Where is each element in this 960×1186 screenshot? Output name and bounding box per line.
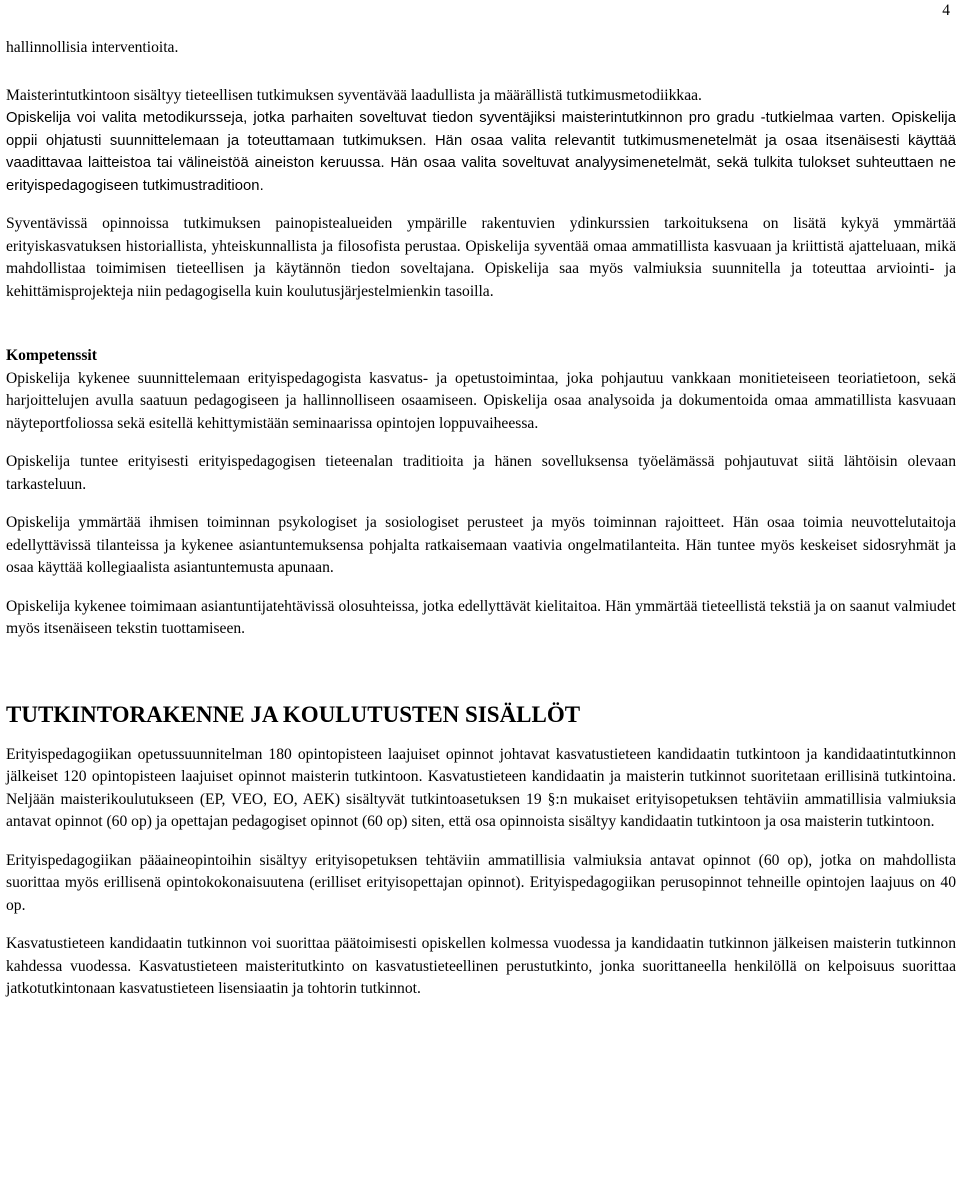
- competences-heading: Kompetenssit: [6, 347, 97, 364]
- competences-paragraph-2: Opiskelija tuntee erityisesti erityispedagogisen tieteenalan traditioita ja hänen sovelluksensa työelämässä pohjautuvat siitä lähtöisin olevaan tarkasteluun.: [6, 453, 956, 493]
- structure-paragraph-3: Kasvatustieteen kandidaatin tutkinnon voi suorittaa päätoimisesti opiskellen kolmessa vuodessa ja kandidaatin tutkinnon jälkeisen maisterin tutkinnon kahdessa vuodessa. Kasvatustieteen maisteritutkinto on kasvatustieteellinen perustutkinto, jonka suorittaneella henkilöllä on kelpoisuus suorittaa jatkotutkintonaan kasvatustieteen lisensiaatin ja tohtorin tutkinnot.: [6, 935, 956, 997]
- competences-paragraph-4: Opiskelija kykenee toimimaan asiantuntijatehtävissä olosuhteissa, jotka edellyttävät kielitaitoa. Hän ymmärtää tieteellistä tekstiä ja on saanut valmiudet myös itsenäiseen tekstin tuottamiseen.: [6, 597, 956, 637]
- methods-paragraph-1: Maisterintutkintoon sisältyy tieteellisen tutkimuksen syventävää laadullista ja määrällistä tutkimusmetodiikkaa.: [6, 86, 702, 104]
- methods-paragraph-2: Opiskelija voi valita metodikursseja, jotka parhaiten soveltuvat tiedon syventäjiksi maisterintutkinnon pro gradu -tutkielmaa varten. Opiskelija oppii ohjatusti suunnittelemaan ja toteuttamaan tutkimuksen. Hän osaa valita relevantit tutkimusmenetelmät ja osaa itsenäisesti käyttää vaadittavaa laitteistoa tai välineistöä aineiston keruussa. Hän osaa valita soveltuvat analyysimenetelmät, sekä tulkita tulokset suhteuttaen ne erityispedagogiseen tutkimustraditioon.: [6, 110, 956, 194]
- competences-paragraph-3: Opiskelija ymmärtää ihmisen toiminnan psykologiset ja sosiologiset perusteet ja myös toiminnan rajoitteet. Hän osaa toimia neuvottelutaitoja edellyttävissä tilanteissa ja kykenee asiantuntemuksensa pohjalta ratkaisemaan vaativia ongelmatilanteita. Hän tuntee myös keskeiset sidosryhmät ja osaa käyttää kollegiaalista asiantuntemusta apunaan.: [6, 514, 956, 576]
- competences-paragraph-1: Opiskelija kykenee suunnittelemaan erityispedagogista kasvatus- ja opetustoimintaa, joka pohjautuu vankkaan monitieteiseen teoriatietoon, sekä harjoittelujen avulla saatuun pedagogiseen ja hallinnolliseen osaamiseen. Opiskelija osaa analysoida ja dokumentoida omaa ammatillista kasvuaan näyteportfoliossa sekä esitellä kehittymistään seminaarissa opintojen loppuvaiheessa.: [6, 369, 956, 432]
- structure-paragraph-2: Erityispedagogiikan pääaineopintoihin sisältyy erityisopetuksen tehtäviin ammatillisia valmiuksia antavat opinnot (60 op), jotka on mahdollista suorittaa myös erillisenä opintokokonaisuutena (erilliset erityisopettajan opinnot). Erityispedagogiikan perusopinnot tehneille opintojen laajuus on 40 op.: [6, 851, 956, 914]
- page-number: 4: [942, 2, 950, 19]
- spacer: [6, 657, 956, 701]
- intro-line: hallinnollisia interventioita.: [6, 39, 179, 56]
- structure-paragraph-1: Erityispedagogiikan opetussuunnitelman 180 opintopisteen laajuiset opinnot johtavat kasvatustieteen kandidaatin tutkintoon ja kandidaatintutkinnon jälkeiset 120 opintopisteen laajuiset opinnot maisterin tutkintoon. Kasvatustieteen kandidaatin ja maisterin tutkinnot suoritetaan erillisinä tutkintoina. Neljään maisterikoulutukseen (EP, VEO, EO, AEK) sisältyvät tutkintoasetuksen 19 §:n mukaiset erityisopetuksen tehtäviin ammatillisia valmiuksia antavat opinnot (60 op) ja opettajan pedagogiset opinnot (60 op) siten, että osa opinnoista sisältyy kandidaatin tutkintoon ja osa maisterin tutkintoon.: [6, 745, 956, 830]
- structure-heading: TUTKINTORAKENNE JA KOULUTUSTEN SISÄLLÖT: [6, 701, 581, 727]
- advanced-studies-paragraph: Syventävissä opinnoissa tutkimuksen painopistealueiden ympärille rakentuvien ydinkurssien tarkoituksena on lisätä kykyä ymmärtää erityiskasvatuksen historiallista, yhteiskunnallista ja filosofista perustaa. Opiskelija syventää omaa ammatillista kasvuaan ja kriittistä ajatteluaan, mikä mahdollistaa toimimisen tieteellisen ja käytännön tiedon soveltajana. Opiskelija saa myös valmiuksia suunnitella ja toteuttaa arviointi- ja kehittämisprojekteja niin pedagogisella kuin koulutusjärjestelmienkin tasoilla.: [6, 215, 956, 300]
- spacer: [6, 319, 956, 345]
- document-body: [6, 37, 956, 1001]
